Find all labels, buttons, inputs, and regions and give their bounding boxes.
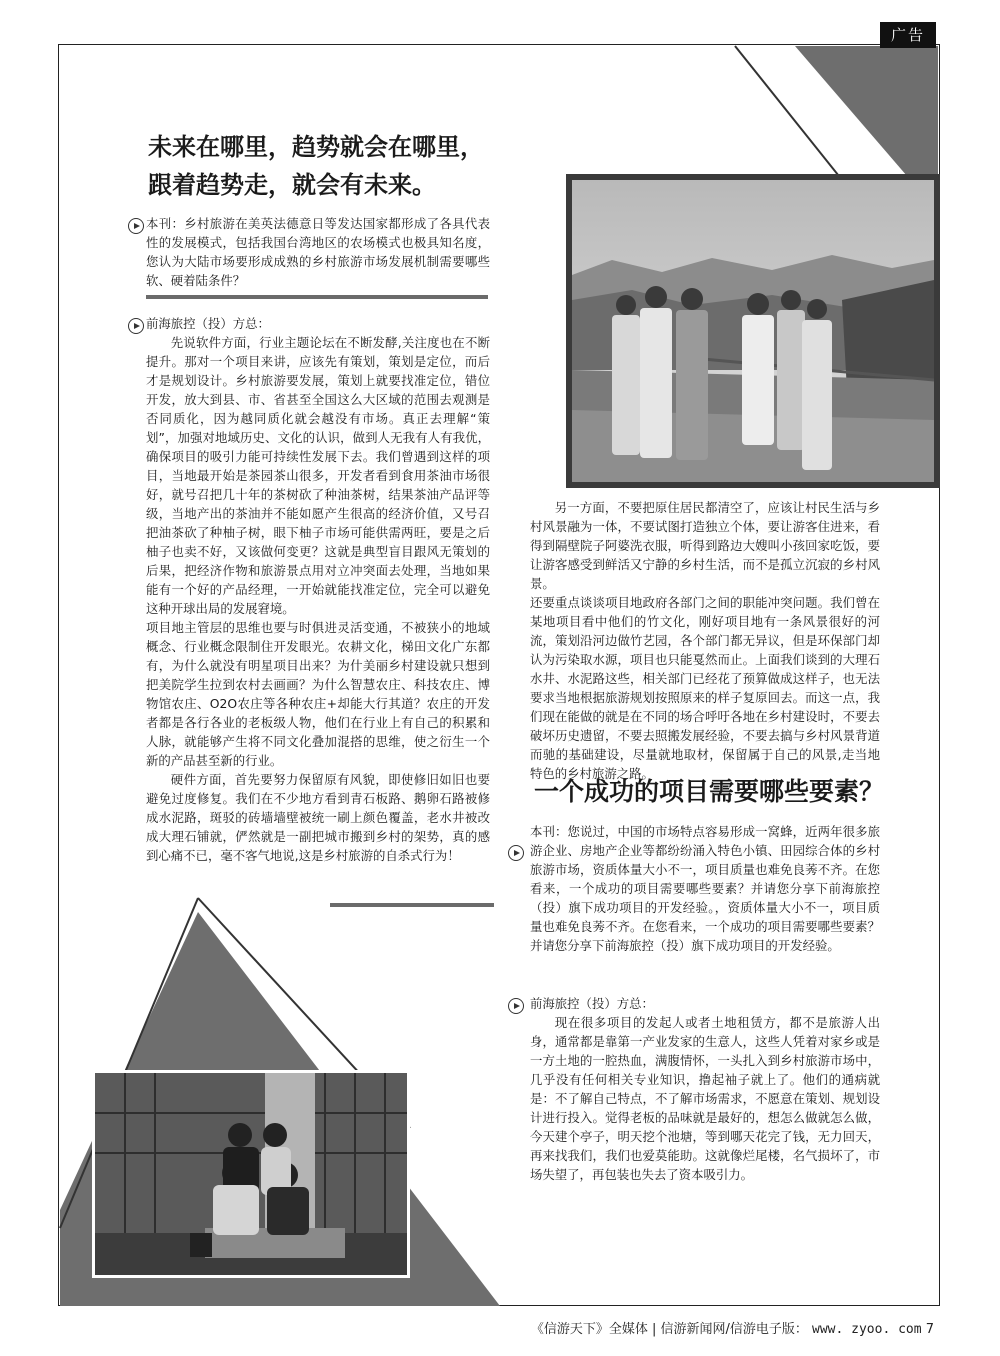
photo-group-outdoor-graphic bbox=[572, 180, 934, 482]
page-footer bbox=[531, 1318, 934, 1337]
photo-group-indoor-graphic bbox=[95, 1073, 407, 1275]
answer-1-para-2: 项目地主管层的思维也要与时俱进灵活变通，不被狭小的地域概念、行业概念限制住开发眼光。农耕文化，梯田文化广东都有，为什么就没有明星项目出来？为什美丽乡村建设就只想到把美院学生拉到农村去画画？为什么智慧农庄、科技农庄、博物馆农庄、O2O农庄等各种农庄+却能大行其道？农庄的开发者都是各行各业的老板级人物，他们在行业上有自己的积累和人脉，就能够产生将不同文化叠加混搭的思维，使之衍生一个新的产品甚至新的行业。 bbox=[146, 620, 490, 768]
arrow-bullet-icon bbox=[128, 218, 144, 234]
footer-url: www. zyoo. com bbox=[812, 1322, 922, 1337]
answer-2 bbox=[530, 994, 880, 1184]
right-column-text bbox=[530, 498, 880, 783]
section-2-title: 一个成功的项目需要哪些要素？ bbox=[534, 777, 885, 806]
arrow-bullet-icon bbox=[128, 318, 144, 334]
ad-tag: 广告 bbox=[880, 22, 936, 48]
footer-text: 《信游天下》全媒体 | 信游新闻网/信游电子版： bbox=[530, 1322, 808, 1337]
headline-line-1: 未来在哪里，趋势就会在哪里， bbox=[148, 133, 484, 161]
photo-group-outdoor bbox=[566, 174, 940, 488]
headline-line-2: 跟着趋势走，就会有未来。 bbox=[148, 171, 436, 199]
answer-1-para-3: 硬件方面，首先要努力保留原有风貌，即使修旧如旧也要避免过度修复。我们在不少地方看到青石板路、鹅卵石路被修成水泥路，斑驳的砖墙墙壁被统一刷上颜色覆盖，老水井被改成大理石铺就，俨然就是一副把城市搬到乡村的架势，真的感到心痛不已，毫不客气地说,这是乡村旅游的自杀式行为！ bbox=[146, 772, 490, 863]
answer-2-speaker: 前海旅控（投）方总： bbox=[530, 996, 654, 1011]
headline bbox=[148, 128, 508, 204]
arrow-bullet-icon bbox=[508, 998, 524, 1014]
question-2-text: 本刊：您说过，中国的市场特点容易形成一窝蜂，近两年很多旅游企业、房地产企业等都纷纷涌入特色小镇、田园综合体的乡村旅游市场，资质体量大小不一，项目质量也难免良莠不齐。在您看来，一个成功的项目需要哪些要素？并请您分享下前海旅控（投）旗下成功项目的开发经验。，资质体量大小不一，项目质量也难免良莠不齐。在您看来，一个成功的项目需要哪些要素？并请您分享下前海旅控（投）旗下成功项目的开发经验。 bbox=[530, 824, 880, 953]
answer-1-para-1: 先说软件方面，行业主题论坛在不断发酵,关注度也在不断提升。那对一个项目来讲，应该先有策划，策划是定位，而后才是规划设计。乡村旅游要发展，策划上就要找准定位，错位开发，放大到县、市、省甚至全国这么大区域的范围去观测是否同质化，因为越同质化就会越没有市场。真正去理解“策划”，加强对地域历史、文化的认识，做到人无我有人有我优，确保项目的吸引力能可持续性发展下去。我们曾遇到这样的项目，当地最开始是茶园茶山很多，开发者看到食用茶油市场很好，就号召把几十年的茶树砍了种油茶树，结果茶油产品评等级，当地产出的茶油并不能如愿产生很高的经济价值，又号召把油茶砍了种柚子树，眼下柚子市场可能供需两旺，要是之后柚子也卖不好，又该做何变更？这就是典型盲目跟风无策划的后果，把经济作物和旅游景点用对立冲突面去处理，当地如果能有一个好的产品经理，一开始就能找准定位，完全可以避免这种开球出局的发展窘境。 bbox=[146, 335, 490, 616]
right-column-para-2: 还要重点谈谈项目地政府各部门之间的职能冲突问题。我们曾在某地项目看中他们的竹文化，刚好项目地有一条风景很好的河流，策划沿河边做竹艺园，各个部门都无异议，但是环保部门却认为污染取水源，项目也只能戛然而止。上面我们谈到的大理石水井、水泥路这些，相关部门已经花了预算做成这样子，也无法要求当地根据旅游规划按照原来的样子复原回去。而这一点，我们现在能做的就是在不同的场合呼吁各地在乡村建设时，不要去破坏历史遗留，不要去照搬发展经验，不要去搞与乡村风景背道而驰的基础建设，尽量就地取材，保留属于自己的风景,走当地特色的乡村旅游之路。 bbox=[530, 595, 880, 781]
divider-rule bbox=[146, 295, 488, 299]
arrow-bullet-icon bbox=[508, 845, 524, 861]
answer-1 bbox=[146, 314, 490, 865]
answer-1-speaker: 前海旅控（投）方总： bbox=[146, 316, 270, 331]
photo-group-indoor bbox=[92, 1070, 410, 1278]
question-2 bbox=[530, 822, 880, 955]
question-1-text: 本刊：乡村旅游在美英法德意日等发达国家都形成了各具代表性的发展模式，包括我国台湾地区的农场模式也极具知名度，您认为大陆市场要形成成熟的乡村旅游市场发展机制需要哪些软、硬着陆条件？ bbox=[146, 216, 490, 288]
divider-rule bbox=[330, 903, 494, 907]
page-number: 7 bbox=[925, 1322, 934, 1337]
answer-2-para: 现在很多项目的发起人或者土地租赁方，都不是旅游人出身，通常都是靠第一产业发家的生意人，这些人凭着对家乡或是一方土地的一腔热血，满腹情怀，一头扎入到乡村旅游市场中，几乎没有任何相关专业知识，撸起袖子就上了。他们的通病就是：不了解自己特点，不了解市场需求，不愿意在策划、规划设计进行投入。觉得老板的品味就是最好的，想怎么做就怎么做，今天建个亭子，明天挖个池塘，等到哪天花完了钱，无力回天，再来找我们，我们也爱莫能助。这就像烂尾楼，名气损坏了，市场失望了，再包装也失去了资本吸引力。 bbox=[530, 1015, 880, 1182]
right-column-para-1: 另一方面，不要把原住居民都清空了，应该让村民生活与乡村风景融为一体，不要试图打造独立个体，要让游客住进来，看得到隔壁院子阿婆洗衣服，听得到路边大嫂叫小孩回家吃饭，要让游客感受到鲜活又宁静的乡村生活，而不是孤立沉寂的乡村风景。 bbox=[530, 500, 880, 591]
question-1 bbox=[146, 214, 490, 290]
